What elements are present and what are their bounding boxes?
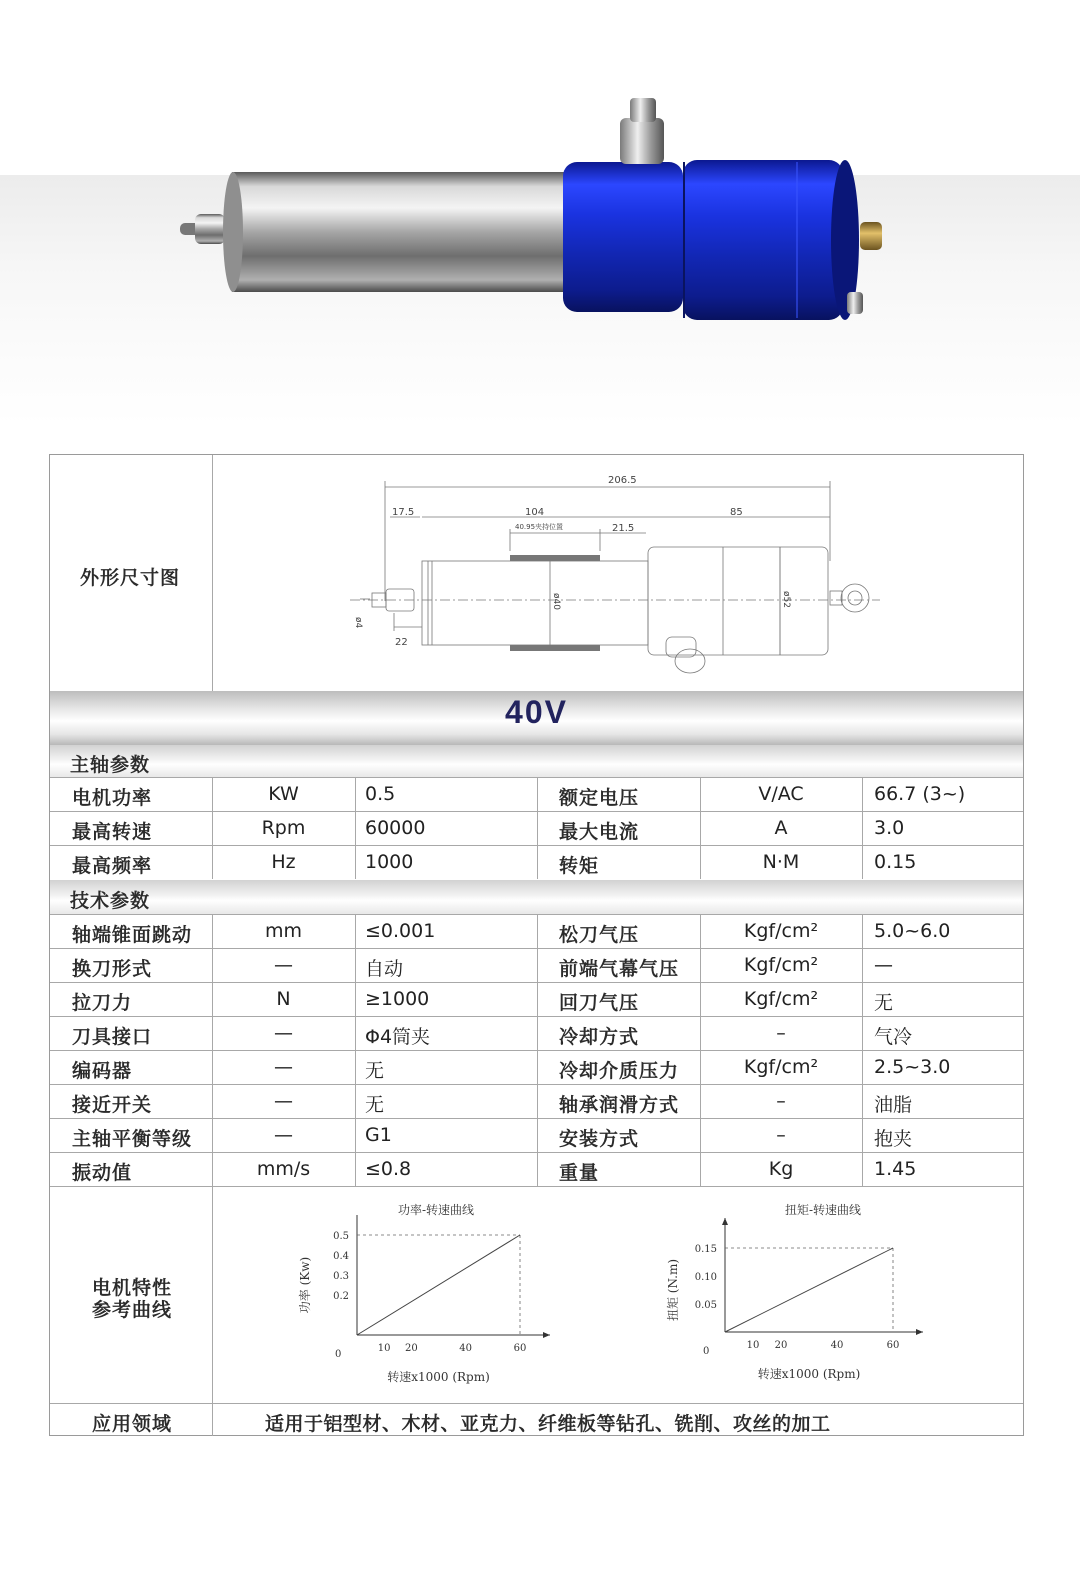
param-name-2: 前端气幕气压 [559, 958, 680, 980]
param-unit: — [274, 1056, 293, 1078]
param-name-2: 额定电压 [559, 787, 640, 809]
y-tick-label: 0.15 [694, 1244, 717, 1255]
param-unit-2: Kgf/cm² [743, 988, 819, 1010]
param-name: 接近开关 [72, 1094, 153, 1116]
param-value: Φ4筒夹 [365, 1026, 431, 1048]
dim-104: 104 [525, 507, 545, 518]
y-axis-title: 扭矩 (N.m) [666, 1258, 680, 1322]
y-axis-arrow [722, 1218, 728, 1225]
x-tick-label: 10 [746, 1340, 760, 1351]
y-tick-label: 0.3 [333, 1271, 349, 1282]
x-axis-title: 转速x1000 (Rpm) [757, 1367, 861, 1381]
param-name: 电机功率 [72, 787, 153, 809]
param-value-2: 气冷 [874, 1026, 913, 1048]
spindle-illustration [0, 0, 1080, 420]
x-tick-label: 20 [774, 1340, 788, 1351]
curves-label-line1: 电机特性 [92, 1277, 173, 1299]
column-divider [355, 948, 356, 982]
column-divider [355, 1050, 356, 1084]
product-photo [0, 0, 1080, 420]
dim-22: 22 [395, 637, 408, 648]
x-tick-label: 10 [377, 1343, 391, 1354]
param-unit-2: Kg [768, 1158, 794, 1180]
dimension-drawing [350, 471, 890, 686]
column-divider [862, 948, 863, 982]
tech-params-header [50, 880, 1023, 914]
column-divider [537, 914, 538, 948]
x-tick-label: 40 [830, 1340, 844, 1351]
param-name: 最高转速 [72, 821, 153, 843]
application-label: 应用领域 [92, 1413, 173, 1435]
y-tick-label: 0.4 [333, 1251, 349, 1262]
dim-dia-4: ø4 [353, 617, 363, 629]
dim-clamp-position: 40.95夹持位置 [515, 523, 564, 531]
y-tick-label: 0.5 [333, 1231, 349, 1242]
spindle-params-title: 主轴参数 [70, 754, 151, 776]
param-name: 编码器 [72, 1060, 133, 1082]
column-divider [537, 982, 538, 1016]
param-unit-2: – [776, 1124, 786, 1146]
param-unit-2: V/AC [758, 783, 804, 805]
param-value: 60000 [365, 817, 426, 839]
param-value: 自动 [365, 958, 404, 980]
dim-overall: 206.5 [608, 475, 637, 486]
x-tick-label: 60 [513, 1343, 527, 1354]
torque-speed-chart [640, 1215, 960, 1395]
divider [50, 1186, 1023, 1187]
x-axis-arrow [543, 1332, 550, 1338]
param-unit-2: – [776, 1090, 786, 1112]
param-value-2: 5.0~6.0 [874, 920, 951, 942]
column-divider [537, 1152, 538, 1186]
param-unit: — [274, 1022, 293, 1044]
param-value: 无 [365, 1094, 385, 1116]
y-axis-title: 功率 (Kw) [298, 1256, 312, 1314]
dim-21-5: 21.5 [612, 523, 635, 534]
dim-dia-52: ø52 [781, 591, 791, 608]
param-value-2: — [874, 954, 893, 976]
param-value: ≤0.001 [365, 920, 436, 942]
param-value-2: 0.15 [874, 851, 917, 873]
column-divider [355, 777, 356, 811]
param-name-2: 冷却方式 [559, 1026, 640, 1048]
divider [50, 1403, 1023, 1404]
param-name: 换刀形式 [72, 958, 153, 980]
column-divider [862, 777, 863, 811]
column-divider [355, 811, 356, 845]
column-divider [537, 777, 538, 811]
param-unit: — [274, 1090, 293, 1112]
column-divider [355, 982, 356, 1016]
param-unit: Hz [271, 851, 296, 873]
param-unit: N [276, 988, 291, 1010]
param-unit-2: Kgf/cm² [743, 1056, 819, 1078]
x-tick-label: 60 [886, 1340, 900, 1351]
param-name: 轴端锥面跳动 [72, 924, 193, 946]
param-unit: mm/s [256, 1158, 311, 1180]
param-unit-2: – [776, 1022, 786, 1044]
param-name: 最高频率 [72, 855, 153, 877]
param-value: 0.5 [365, 783, 396, 805]
series-line [725, 1248, 893, 1332]
origin-label: 0 [335, 1349, 342, 1360]
column-divider [537, 1118, 538, 1152]
column-divider [355, 914, 356, 948]
column-divider [862, 982, 863, 1016]
column-divider [862, 1152, 863, 1186]
column-divider [862, 1084, 863, 1118]
param-value: ≥1000 [365, 988, 430, 1010]
param-value-2: 3.0 [874, 817, 905, 839]
column-divider [355, 1016, 356, 1050]
column-divider [537, 1016, 538, 1050]
series-line [357, 1235, 520, 1335]
column-divider [355, 1118, 356, 1152]
column-divider [355, 845, 356, 879]
param-value: 无 [365, 1060, 385, 1082]
dim-dia-40: ø40 [551, 593, 561, 610]
curves-label-line2: 参考曲线 [92, 1299, 173, 1321]
param-unit-2: A [774, 817, 788, 839]
application-text: 适用于铝型材、木材、亚克力、纤维板等钻孔、铣削、攻丝的加工 [265, 1413, 831, 1435]
param-unit: Rpm [261, 817, 306, 839]
dimension-section-label: 外形尺寸图 [80, 567, 181, 589]
column-divider [862, 914, 863, 948]
param-name: 主轴平衡等级 [72, 1128, 193, 1150]
divider [212, 1186, 213, 1403]
param-unit-2: Kgf/cm² [743, 920, 819, 942]
column-divider [537, 1050, 538, 1084]
column-divider [862, 1050, 863, 1084]
param-unit: — [274, 954, 293, 976]
param-unit: mm [264, 920, 303, 942]
column-divider [862, 1016, 863, 1050]
divider [212, 455, 213, 691]
origin-label: 0 [703, 1346, 710, 1357]
param-value-2: 66.7 (3~) [874, 783, 966, 805]
x-tick-label: 20 [404, 1343, 418, 1354]
spec-sheet [49, 454, 1024, 1436]
column-divider [862, 1118, 863, 1152]
column-divider [537, 811, 538, 845]
model-band [50, 691, 1023, 745]
y-tick-label: 0.10 [694, 1272, 717, 1283]
x-axis-title: 转速x1000 (Rpm) [387, 1370, 490, 1384]
column-divider [862, 811, 863, 845]
param-value: 1000 [365, 851, 414, 873]
param-name: 拉刀力 [72, 992, 133, 1014]
column-divider [537, 948, 538, 982]
param-name-2: 松刀气压 [559, 924, 640, 946]
param-unit-2: N·M [762, 851, 800, 873]
param-name-2: 安装方式 [559, 1128, 640, 1150]
param-unit-2: Kgf/cm² [743, 954, 819, 976]
power-speed-chart [272, 1215, 572, 1395]
param-name-2: 回刀气压 [559, 992, 640, 1014]
spindle-params-header [50, 745, 1023, 777]
param-name-2: 轴承润滑方式 [559, 1094, 680, 1116]
param-name: 振动值 [72, 1162, 133, 1184]
param-value-2: 无 [874, 992, 894, 1014]
param-unit: — [274, 1124, 293, 1146]
y-tick-label: 0.05 [694, 1300, 717, 1311]
x-axis-arrow [916, 1329, 923, 1335]
param-name: 刀具接口 [72, 1026, 153, 1048]
param-value-2: 1.45 [874, 1158, 917, 1180]
param-value-2: 油脂 [874, 1094, 913, 1116]
param-name-2: 最大电流 [559, 821, 640, 843]
param-value-2: 2.5~3.0 [874, 1056, 951, 1078]
dim-85: 85 [730, 507, 743, 518]
column-divider [862, 845, 863, 879]
divider [212, 1403, 213, 1436]
column-divider [537, 1084, 538, 1118]
column-divider [537, 845, 538, 879]
param-value: G1 [365, 1124, 392, 1146]
column-divider [355, 1152, 356, 1186]
param-value: ≤0.8 [365, 1158, 412, 1180]
column-divider [355, 1084, 356, 1118]
param-value-2: 抱夹 [874, 1128, 913, 1150]
model-title: 40V [505, 694, 568, 730]
param-name-2: 重量 [559, 1162, 600, 1184]
tech-params-title: 技术参数 [70, 890, 151, 912]
param-name-2: 转矩 [559, 855, 600, 877]
power-chart-title: 功率-转速曲线 [398, 1203, 475, 1217]
param-unit: KW [268, 783, 299, 805]
x-tick-label: 40 [459, 1343, 473, 1354]
dim-17-5: 17.5 [392, 507, 415, 518]
param-name-2: 冷却介质压力 [559, 1060, 680, 1082]
torque-chart-title: 扭矩-转速曲线 [785, 1203, 862, 1217]
y-tick-label: 0.2 [333, 1291, 349, 1302]
